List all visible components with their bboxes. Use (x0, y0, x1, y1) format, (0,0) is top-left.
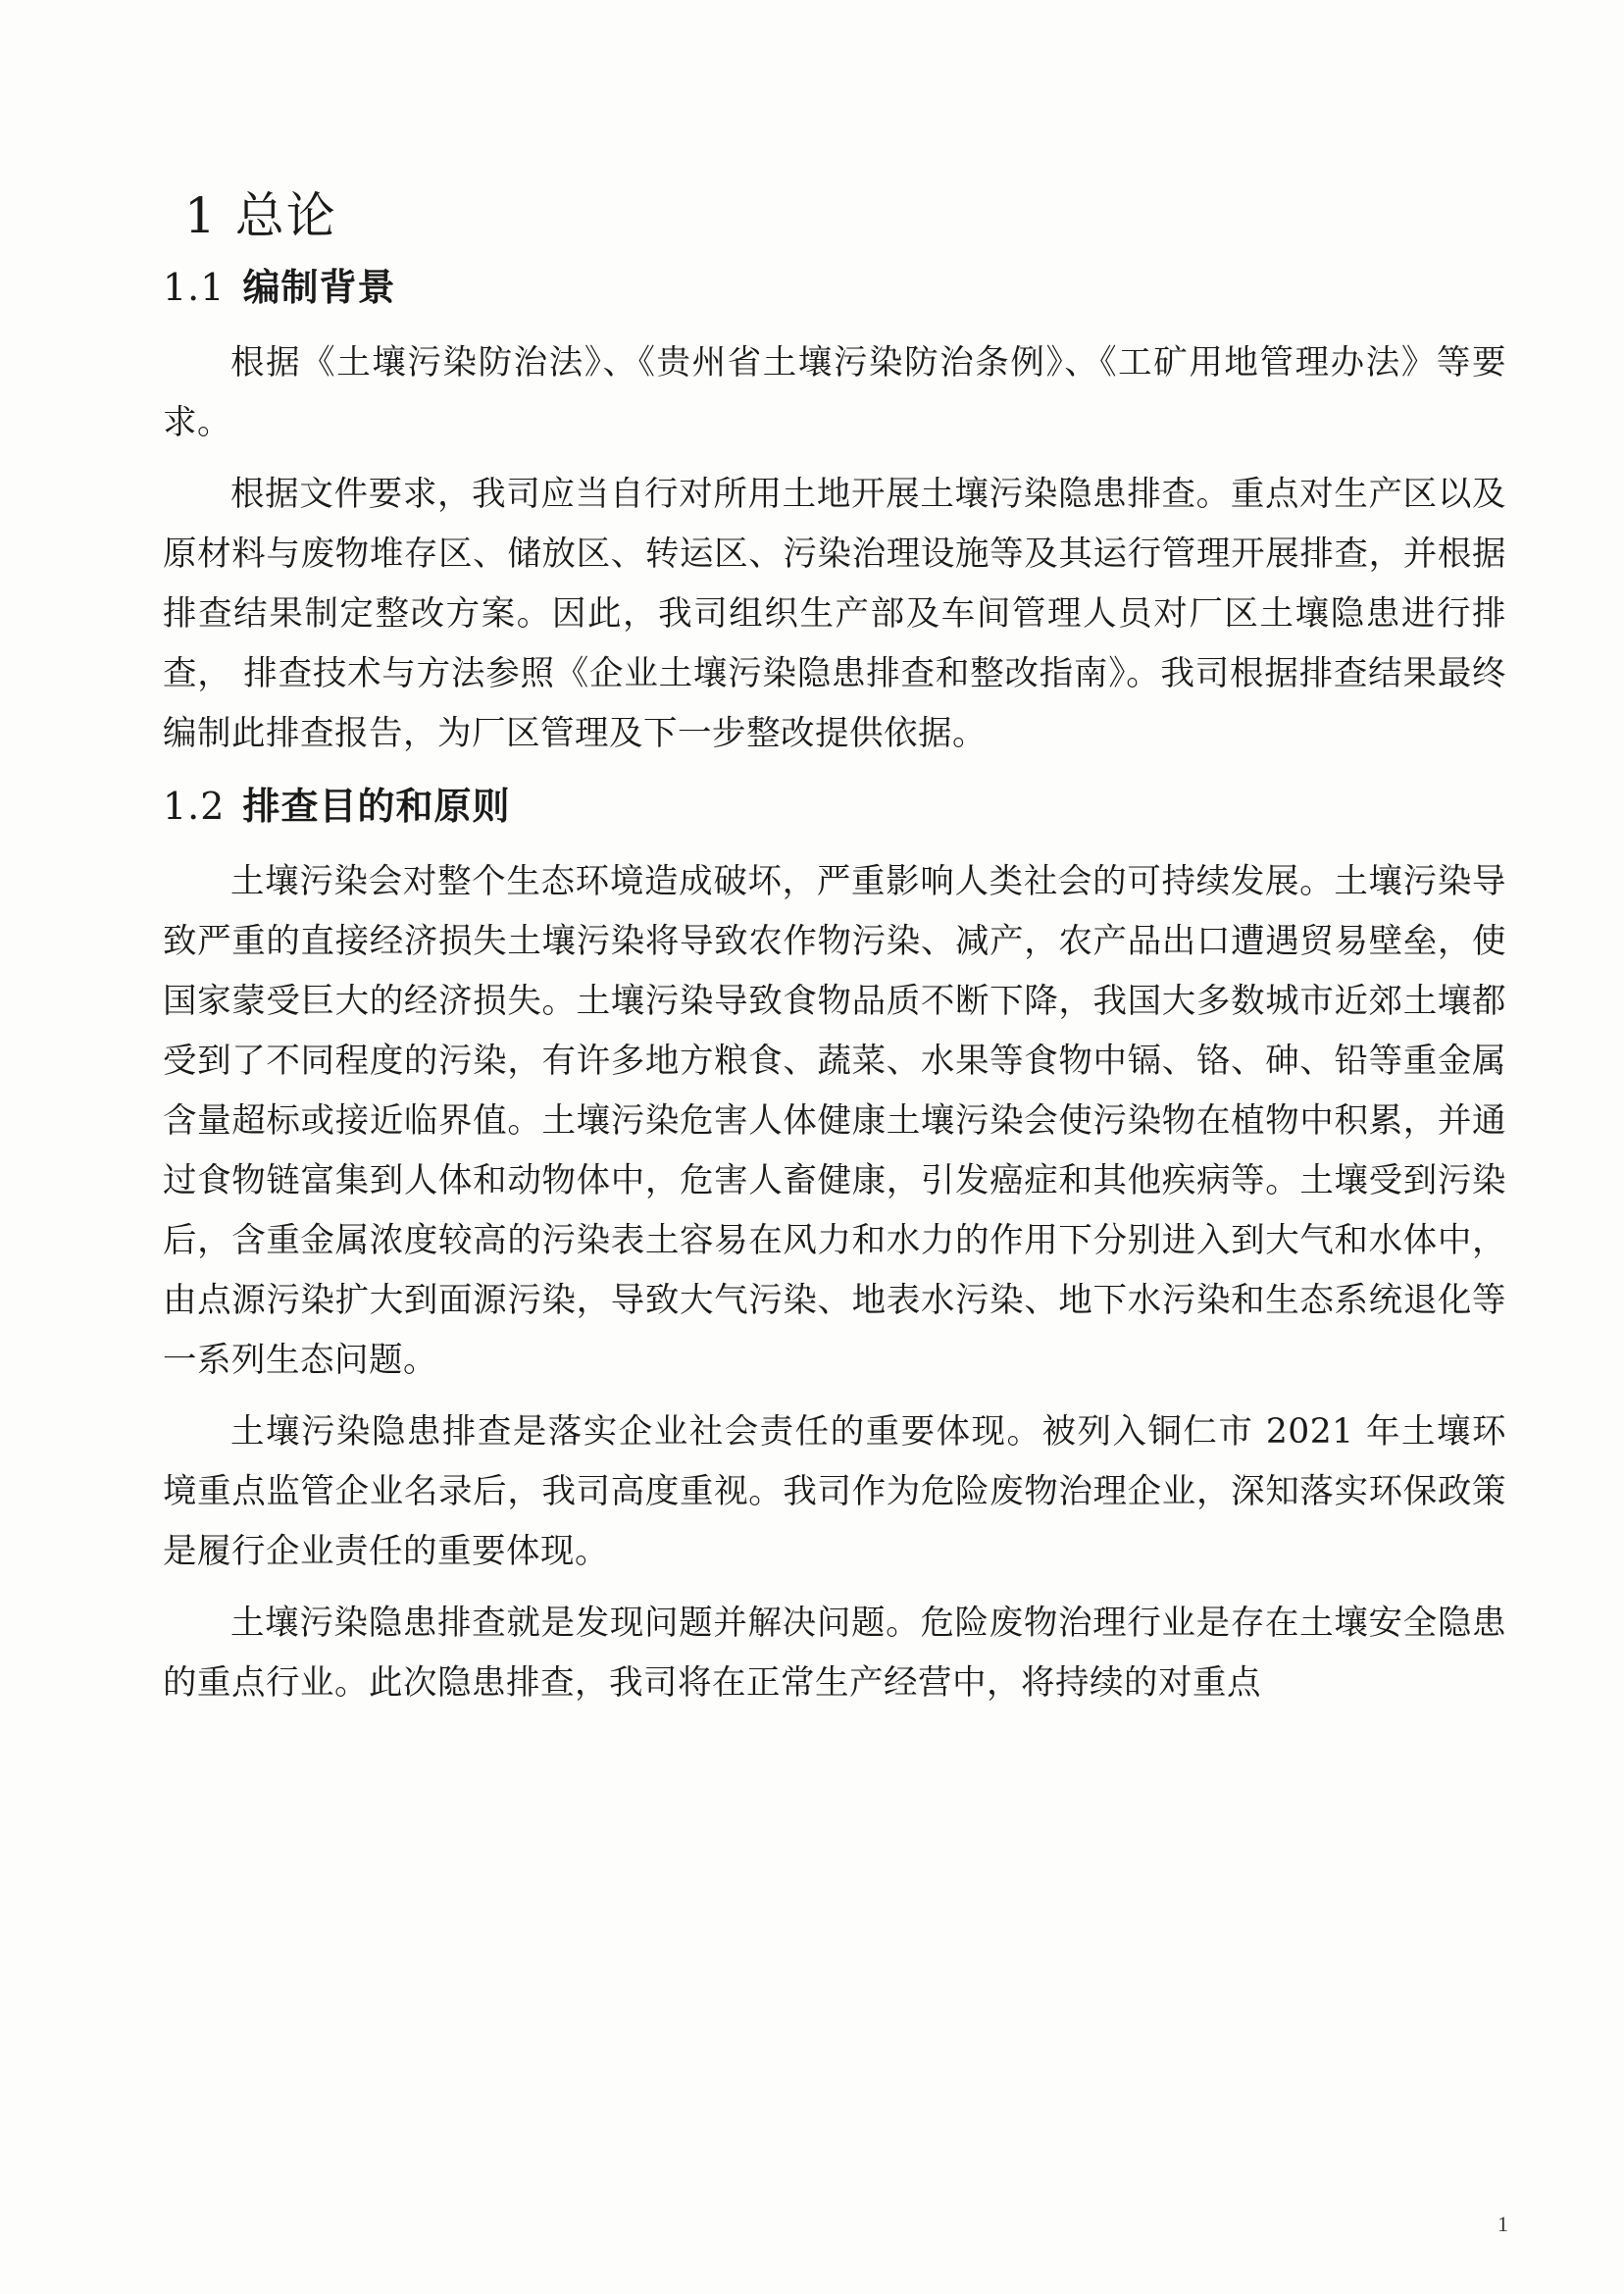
page-content (163, 186, 1506, 1725)
section-heading-1-1 (163, 263, 1506, 312)
section-title: 排查目的和原则 (242, 785, 511, 828)
section-heading-1-2 (163, 782, 1506, 831)
paragraph: 土壤污染隐患排查是落实企业社会责任的重要体现。被列入铜仁市 2021 年土壤环境重点监管企业名录后，我司高度重视。我司作为危险废物治理企业，深知落实环保政策是履行企业责任的重要体现。 (163, 1412, 1506, 1571)
chapter-title: 1 总论 (184, 187, 337, 244)
page-number: 1 (1497, 2212, 1508, 2236)
section-number: 1.1 (163, 266, 226, 309)
paragraph: 根据文件要求，我司应当自行对所用土地开展土壤污染隐患排查。重点对生产区以及原材料与废物堆存区、储放区、转运区、污染治理设施等及其运行管理开展排查，并根据排查结果制定整改方案。因此，我司组织生产部及车间管理人员对厂区土壤隐患进行排查， 排查技术与方法参照《企业土壤污染隐患排查和整改指南》。我司根据排查结果最终编制此排查报告，为厂区管理及下一步整改提供依据。 (163, 475, 1506, 753)
section-title: 编制背景 (242, 266, 396, 309)
paragraph: 土壤污染会对整个生态环境造成破坏，严重影响人类社会的可持续发展。土壤污染导致严重的直接经济损失土壤污染将导致农作物污染、减产，农产品出口遭遇贸易壁垒，使国家蒙受巨大的经济损失。土壤污染导致食物品质不断下降，我国大多数城市近郊土壤都受到了不同程度的污染，有许多地方粮食、蔬菜、水果等食物中镉、铬、砷、铅等重金属含量超标或接近临界值。土壤污染危害人体健康土壤污染会使污染物在植物中积累，并通过食物链富集到人体和动物体中，危害人畜健康，引发癌症和其他疾病等。土壤受到污染后，含重金属浓度较高的污染表土容易在风力和水力的作用下分别进入到大气和水体中，由点源污染扩大到面源污染，导致大气污染、地表水污染、地下水污染和生态系统退化等一系列生态问题。 (163, 862, 1506, 1380)
paragraph: 根据《土壤污染防治法》、《贵州省土壤污染防治条例》、《工矿用地管理办法》等要求。 (163, 343, 1506, 442)
section-number: 1.2 (163, 785, 226, 828)
paragraph: 土壤污染隐患排查就是发现问题并解决问题。危险废物治理行业是存在土壤安全隐患的重点行业。此次隐患排查，我司将在正常生产经营中，将持续的对重点 (163, 1604, 1506, 1703)
